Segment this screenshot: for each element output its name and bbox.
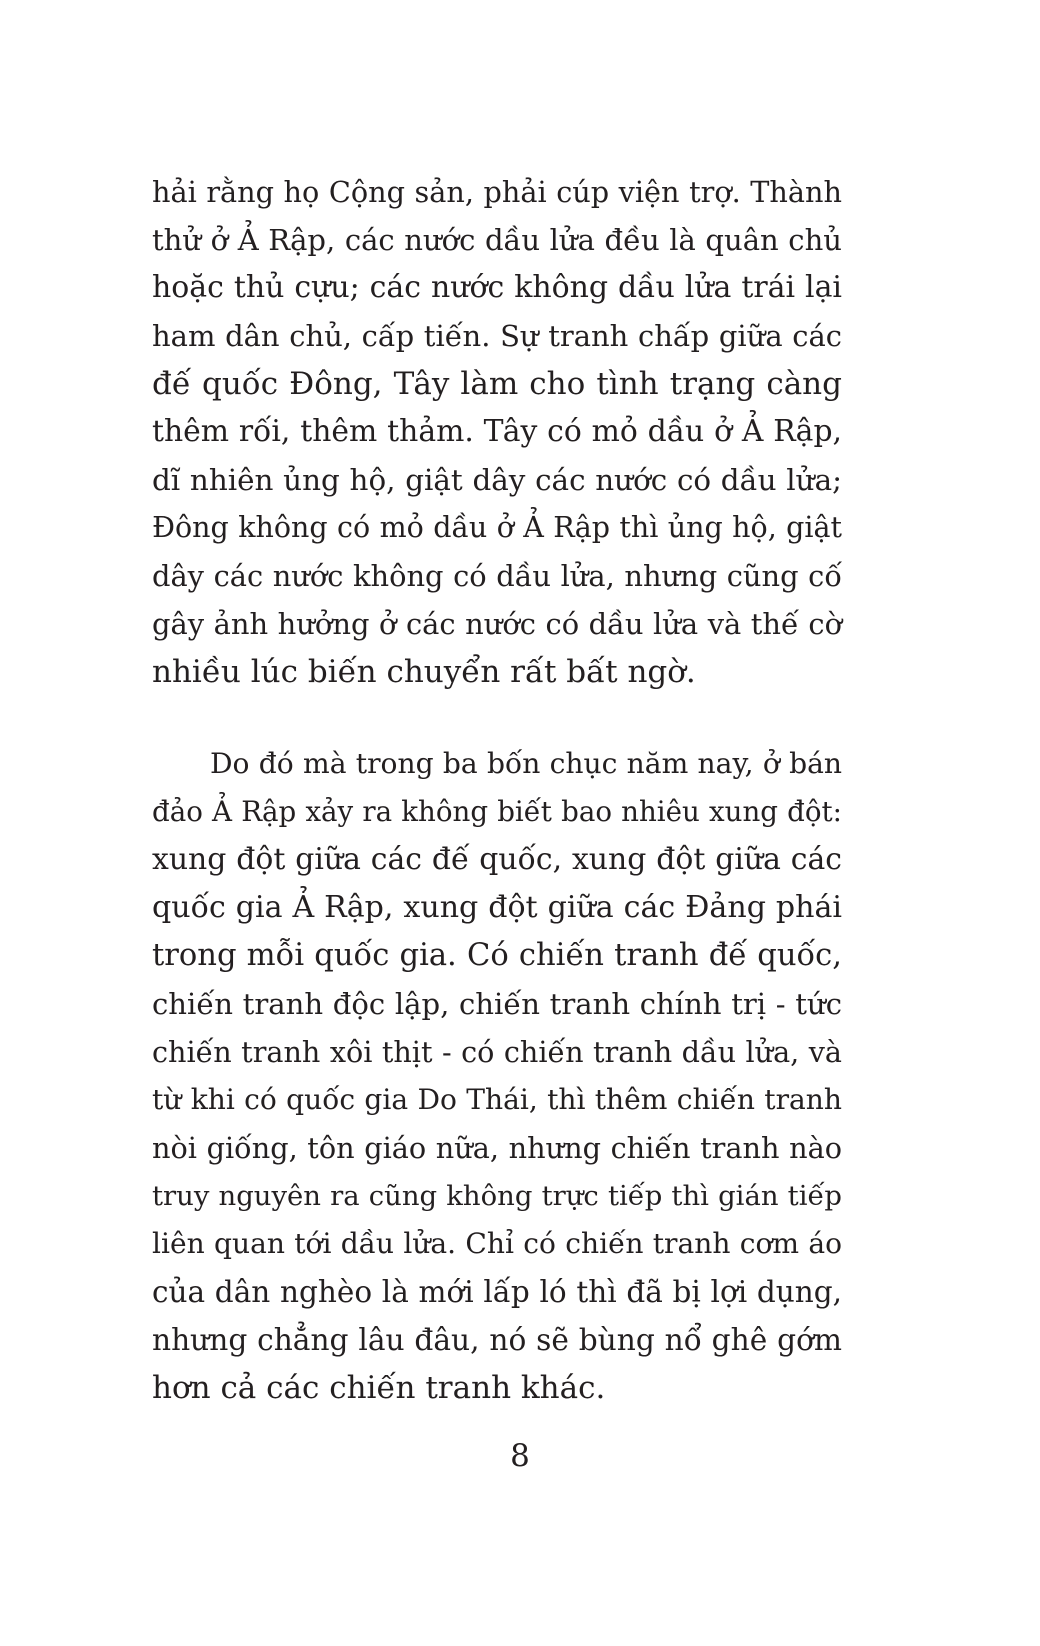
text-line: ham dân chủ, cấp tiến. Sự tranh chấp giữa các	[152, 319, 842, 353]
text-line: liên quan tới dầu lửa. Chỉ có chiến tranh cơm áo	[152, 1227, 842, 1260]
text-line: truy nguyên ra cũng không trực tiếp thì gián tiếp	[152, 1180, 842, 1212]
text-line: của dân nghèo là mới lấp ló thì đã bị lợi dụng,	[152, 1275, 842, 1309]
text-line: Đông không có mỏ dầu ở Ả Rập thì ủng hộ, giật	[152, 511, 842, 544]
text-line: xung đột giữa các đế quốc, xung đột giữa các	[152, 842, 842, 877]
text-line: nhưng chẳng lâu đâu, nó sẽ bùng nổ ghê gớm	[152, 1322, 842, 1357]
text-line: chiến tranh độc lập, chiến tranh chính trị - tức	[152, 987, 842, 1021]
text-line: trong mỗi quốc gia. Có chiến tranh đế quốc,	[152, 938, 842, 973]
text-line: hải rằng họ Cộng sản, phải cúp viện trợ. Thành	[152, 175, 842, 209]
text-line: từ khi có quốc gia Do Thái, thì thêm chiến tranh	[152, 1083, 842, 1116]
text-line: nhiều lúc biến chuyển rất bất ngờ.	[152, 654, 696, 690]
text-line: quốc gia Ả Rập, xung đột giữa các Đảng phái	[152, 890, 842, 925]
text-line: nòi giống, tôn giáo nữa, nhưng chiến tranh nào	[152, 1131, 842, 1165]
page-number: 8	[510, 1438, 530, 1474]
paragraph-1	[152, 168, 842, 696]
page-body	[152, 168, 842, 1412]
text-line: đảo Ả Rập xảy ra không biết bao nhiêu xung đột:	[152, 795, 842, 828]
text-line: dĩ nhiên ủng hộ, giật dây các nước có dầu lửa;	[152, 463, 842, 497]
text-line: chiến tranh xôi thịt - có chiến tranh dầu lửa, và	[152, 1035, 842, 1069]
text-line: gây ảnh hưởng ở các nước có dầu lửa và thế cờ	[152, 607, 842, 641]
text-line: dây các nước không có dầu lửa, nhưng cũng cố	[152, 559, 842, 593]
text-line: Do đó mà trong ba bốn chục năm nay, ở bán	[210, 747, 842, 780]
text-line: hoặc thủ cựu; các nước không dầu lửa trái lại	[152, 270, 842, 305]
text-line: thử ở Ả Rập, các nước dầu lửa đều là quân chủ	[152, 223, 842, 257]
text-line: hơn cả các chiến tranh khác.	[152, 1370, 606, 1406]
text-line: thêm rối, thêm thảm. Tây có mỏ dầu ở Ả Rập,	[152, 414, 842, 449]
paragraph-2	[152, 740, 842, 1412]
text-line: đế quốc Đông, Tây làm cho tình trạng càng	[152, 366, 842, 402]
